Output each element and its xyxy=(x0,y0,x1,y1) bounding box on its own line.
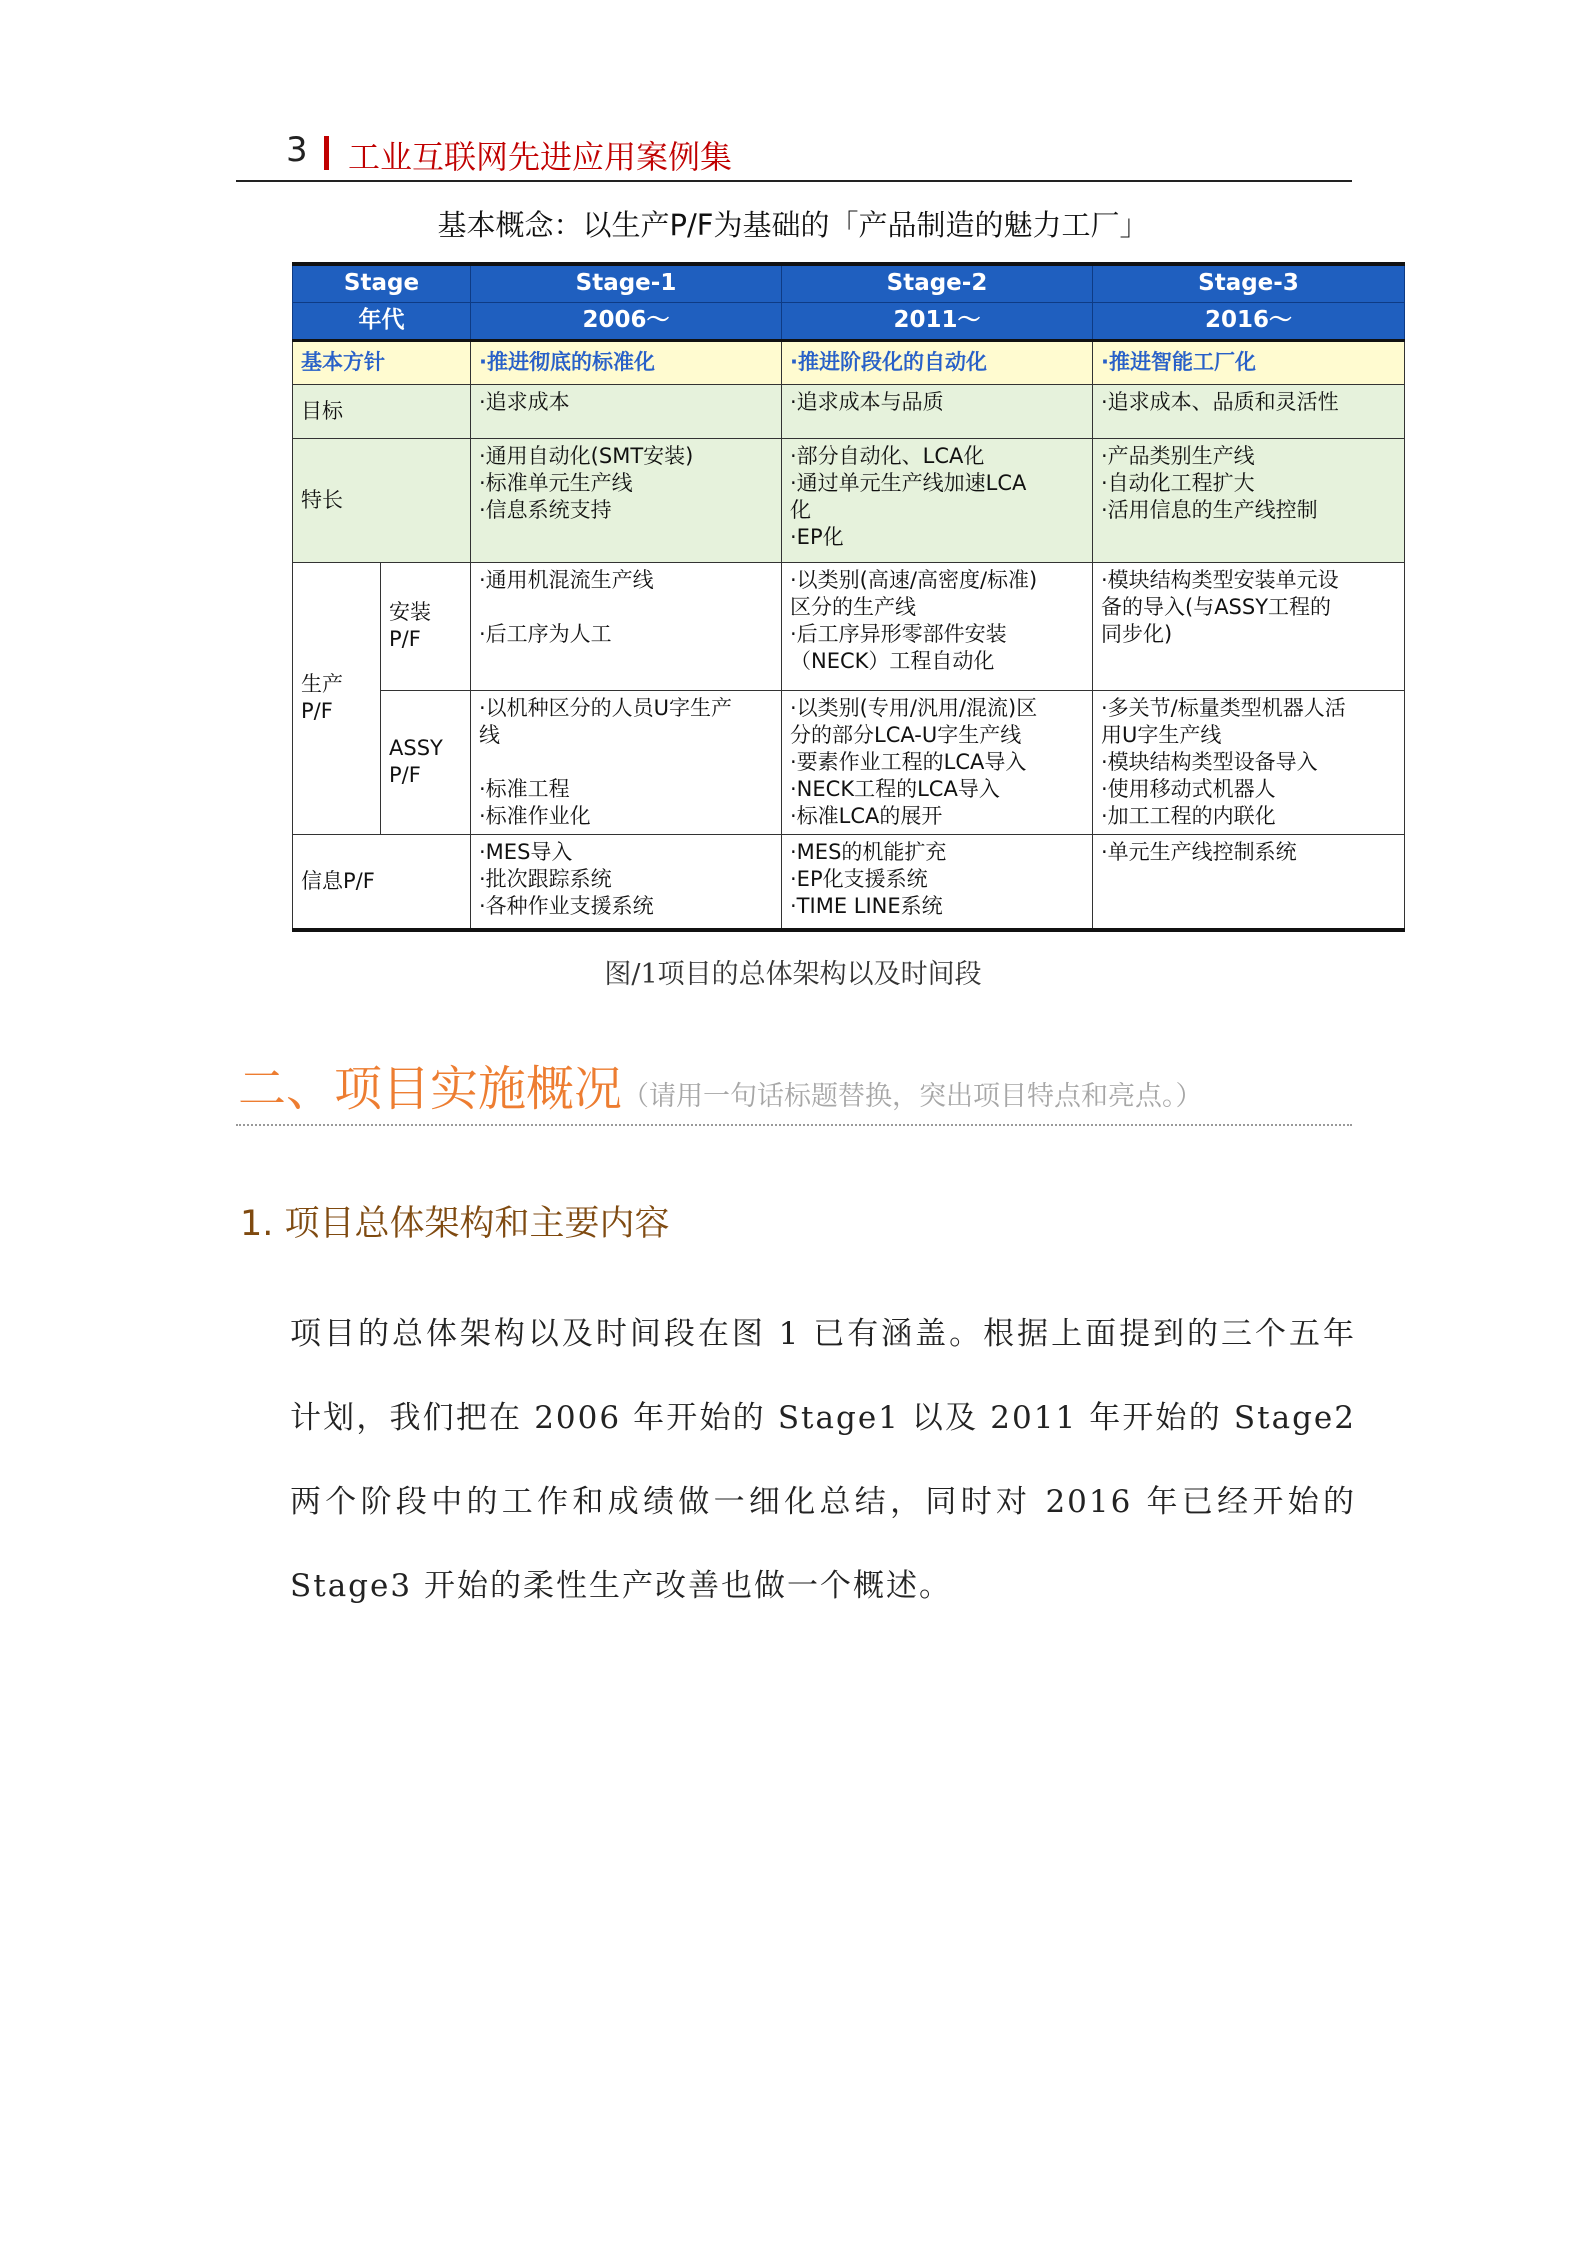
table-cell xyxy=(1093,690,1405,834)
table-cell xyxy=(782,438,1093,562)
table-cell xyxy=(471,438,782,562)
table-cell: ·推进智能工厂化 xyxy=(1093,340,1405,384)
cell-line: ·模块结构类型设备导入 xyxy=(1101,749,1318,774)
figure-title: 基本概念：以生产P/F为基础的「产品制造的魅力工厂」 xyxy=(437,208,1149,242)
row-label: 目标 xyxy=(293,384,471,438)
cell-line: ·多关节/标量类型机器人活 xyxy=(1101,695,1346,720)
section-note: （请用一句话标题替换，突出项目特点和亮点。） xyxy=(622,1081,1203,1112)
cell-line: ·信息系统支持 xyxy=(479,497,612,522)
subsection-heading: 1. 项目总体架构和主要内容 xyxy=(240,1204,670,1244)
cell-line: ·通过单元生产线加速LCA xyxy=(790,470,1027,495)
table-cell: ·追求成本、品质和灵活性 xyxy=(1093,384,1405,438)
cell-line: 线 xyxy=(479,722,500,747)
header-cell: 2011～ xyxy=(782,302,1093,340)
row-label-production xyxy=(293,562,381,834)
page-header xyxy=(236,128,1352,182)
cell-line: ·EP化 xyxy=(790,524,844,549)
table-cell xyxy=(782,562,1093,690)
row-label: 信息P/F xyxy=(293,834,471,930)
row-feature xyxy=(293,438,1405,562)
cell-line: 区分的生产线 xyxy=(790,594,916,619)
cell-line: 安装 xyxy=(389,600,431,624)
row-label-assy xyxy=(381,690,471,834)
cell-line: ·以类别(高速/高密度/标准) xyxy=(790,567,1038,592)
cell-line: ASSY xyxy=(389,736,443,760)
body-paragraph: 项目的总体架构以及时间段在图 1 已有涵盖。根据上面提到的三个五年计划，我们把在 2006 年开始的 Stage1 以及 2011 年开始的 Stage2 两个阶段中的工作和成绩做一细化总结，同时对 2016 年已经开始的 Stage3 开始的柔性生产改善也做一个概述。 xyxy=(290,1316,1356,1604)
figure-caption: 图/1项目的总体架构以及时间段 xyxy=(604,959,982,990)
table-cell xyxy=(782,834,1093,930)
cell-line: ·标准工程 xyxy=(479,776,570,801)
section-divider xyxy=(236,1124,1352,1126)
cell-line: 用U字生产线 xyxy=(1101,722,1222,747)
cell-line: （NECK）工程自动化 xyxy=(790,648,995,673)
cell-line: ·批次跟踪系统 xyxy=(479,866,612,891)
table-cell: ·追求成本 xyxy=(471,384,782,438)
table-cell xyxy=(1093,562,1405,690)
cell-line: ·后工序为人工 xyxy=(479,621,612,646)
cell-line: ·MES导入 xyxy=(479,839,573,864)
row-goal xyxy=(293,384,1405,438)
cell-line: 生产 xyxy=(301,672,343,696)
cell-line: ·MES的机能扩充 xyxy=(790,839,947,864)
cell-line: 备的导入(与ASSY工程的 xyxy=(1101,594,1332,619)
cell-line: ·产品类别生产线 xyxy=(1101,443,1255,468)
cell-line: ·加工工程的内联化 xyxy=(1101,803,1276,828)
cell-line: 分的部分LCA-U字生产线 xyxy=(790,722,1022,747)
header-cell: 2006～ xyxy=(471,302,782,340)
section-title-text: 二、项目实施概况 xyxy=(238,1061,623,1117)
header-divider-bar xyxy=(324,136,329,170)
cell-line: ·活用信息的生产线控制 xyxy=(1101,497,1318,522)
cell-line: ·单元生产线控制系统 xyxy=(1101,839,1297,864)
row-label: 基本方针 xyxy=(293,340,471,384)
table-cell xyxy=(1093,834,1405,930)
cell-line: ·EP化支援系统 xyxy=(790,866,928,891)
cell-line: 同步化) xyxy=(1101,621,1173,646)
cell-line: ·TIME LINE系统 xyxy=(790,893,943,918)
header-row-year xyxy=(293,302,1405,340)
cell-line xyxy=(479,594,773,621)
row-mount-pf xyxy=(293,562,1405,690)
header-cell: Stage-3 xyxy=(1093,264,1405,302)
cell-line: ·后工序异形零部件安装 xyxy=(790,621,1007,646)
cell-line: ·各种作业支援系统 xyxy=(479,893,654,918)
section-heading xyxy=(238,1050,1203,1119)
document-title: 工业互联网先进应用案例集 xyxy=(348,138,733,176)
cell-line: ·模块结构类型安装单元设 xyxy=(1101,567,1339,592)
cell-line: P/F xyxy=(389,627,421,651)
cell-line: ·以类别(专用/汎用/混流)区 xyxy=(790,695,1038,720)
cell-line: ·标准作业化 xyxy=(479,803,591,828)
cell-line: ·通用自动化(SMT安装) xyxy=(479,443,694,468)
cell-line: ·标准单元生产线 xyxy=(479,470,633,495)
table-cell xyxy=(1093,438,1405,562)
table-cell xyxy=(471,834,782,930)
row-policy xyxy=(293,340,1405,384)
row-assy-pf xyxy=(293,690,1405,834)
cell-line: ·要素作业工程的LCA导入 xyxy=(790,749,1027,774)
page-number: 3 xyxy=(286,130,308,170)
row-label: 特长 xyxy=(293,438,471,562)
table-cell xyxy=(471,562,782,690)
cell-line: ·通用机混流生产线 xyxy=(479,567,654,592)
header-cell: Stage xyxy=(293,264,471,302)
table-cell: ·追求成本与品质 xyxy=(782,384,1093,438)
header-cell: 年代 xyxy=(293,302,471,340)
table-cell xyxy=(782,690,1093,834)
table-cell: ·推进阶段化的自动化 xyxy=(782,340,1093,384)
cell-line: ·部分自动化、LCA化 xyxy=(790,443,985,468)
row-label-mount xyxy=(381,562,471,690)
table-cell: ·推进彻底的标准化 xyxy=(471,340,782,384)
cell-line: ·自动化工程扩大 xyxy=(1101,470,1255,495)
architecture-table xyxy=(292,262,1405,932)
cell-line: P/F xyxy=(301,699,333,723)
row-info-pf xyxy=(293,834,1405,930)
header-cell: Stage-2 xyxy=(782,264,1093,302)
cell-line: ·使用移动式机器人 xyxy=(1101,776,1276,801)
table-cell xyxy=(471,690,782,834)
cell-line xyxy=(479,749,773,776)
header-row-stage xyxy=(293,264,1405,302)
cell-line: ·以机种区分的人员U字生产 xyxy=(479,695,733,720)
header-cell: Stage-1 xyxy=(471,264,782,302)
cell-line: ·NECK工程的LCA导入 xyxy=(790,776,1000,801)
header-cell: 2016～ xyxy=(1093,302,1405,340)
cell-line: P/F xyxy=(389,763,421,787)
cell-line: 化 xyxy=(790,497,811,522)
cell-line: ·标准LCA的展开 xyxy=(790,803,943,828)
